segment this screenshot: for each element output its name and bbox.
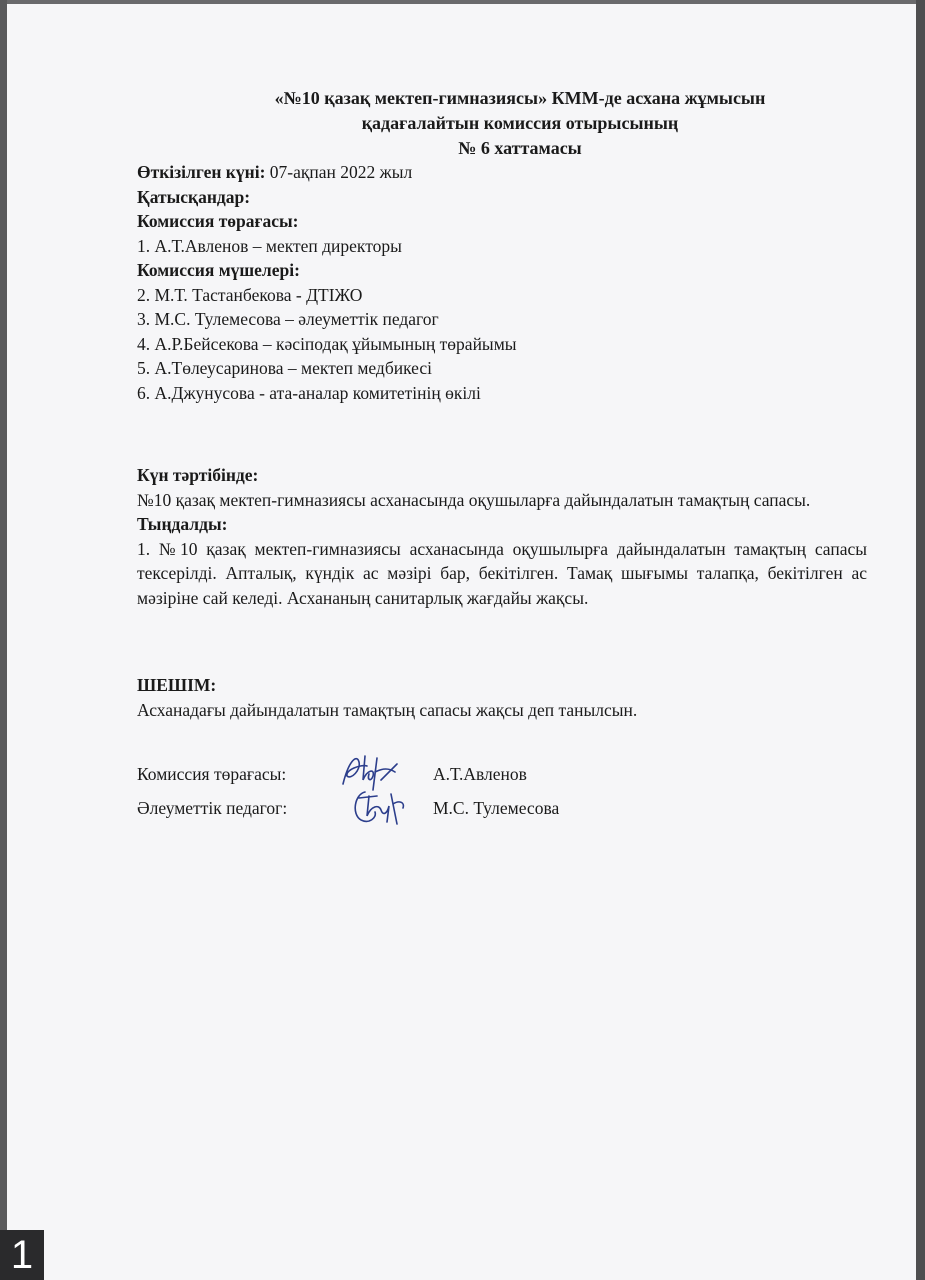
member-item-3: 3. М.С. Тулемесова – әлеуметтік педагог bbox=[137, 309, 439, 329]
chair-label: Комиссия төрағасы: bbox=[137, 211, 299, 231]
member-item-4: 4. А.Р.Бейсекова – кәсіподақ ұйымының төрайымы bbox=[137, 333, 517, 354]
title-line-2: қадағалайтын комиссия отырысының bbox=[361, 113, 679, 133]
scan-edge-right bbox=[916, 0, 925, 1280]
members-label: Комиссия мүшелері: bbox=[137, 260, 300, 280]
signature-role-pedagogue: Әлеуметтік педагог: bbox=[137, 798, 288, 818]
signature-name-pedagogue: М.С. Тулемесова bbox=[433, 798, 560, 818]
title-line-3: № 6 хаттамасы bbox=[458, 138, 582, 158]
decision-section bbox=[137, 673, 867, 722]
signature-row-pedagogue bbox=[137, 796, 737, 826]
decision-text: Асханадағы дайындалатын тамақтың сапасы жақсы деп танылсын. bbox=[137, 699, 638, 720]
signature-name-chair: А.Т.Авленов bbox=[433, 764, 527, 784]
heard-text: 1. №10 қазақ мектеп-гимназиясы асханасында оқушылырға дайындалатын тамақтың сапасы тексерілді. Апталық, күндік ас мәзірі бар, бекітілген. Тамақ шығымы талапқа, бекітілген ас мәзіріне сай келеді. Асхананың санитарлық жағдайы жақсы. bbox=[137, 538, 867, 608]
decision-label: ШЕШІМ: bbox=[137, 675, 217, 695]
participants-label: Қатысқандар: bbox=[137, 186, 251, 207]
scan-edge-left bbox=[0, 0, 7, 1280]
signature-pedagogue-icon bbox=[347, 784, 409, 828]
meeting-info bbox=[137, 160, 867, 405]
agenda-label: Күн тәртібінде: bbox=[137, 465, 259, 485]
title-line-1: «№10 қазақ мектеп-гимназиясы» КММ-де асхана жұмысын bbox=[274, 88, 766, 108]
member-item-6: 6. А.Джунусова - ата-аналар комитетінің өкілі bbox=[137, 382, 481, 403]
agenda-section bbox=[137, 463, 867, 610]
signature-row-chair bbox=[137, 762, 737, 792]
document-title bbox=[150, 86, 890, 161]
heard-label: Тыңдалды: bbox=[137, 514, 228, 534]
date-label: Өткізілген күні: bbox=[137, 162, 266, 182]
signature-role-chair: Комиссия төрағасы: bbox=[137, 764, 287, 784]
date-line bbox=[137, 160, 867, 185]
date-value: 07-ақпан 2022 жыл bbox=[265, 162, 413, 182]
agenda-text: №10 қазақ мектеп-гимназиясы асханасында оқушыларға дайындалатын тамақтың сапасы. bbox=[137, 489, 811, 510]
member-item-5: 5. А.Төлеусаринова – мектеп медбикесі bbox=[137, 358, 432, 378]
chair-item-1: 1. А.Т.Авленов – мектеп директоры bbox=[137, 235, 402, 256]
page-number-badge: 1 bbox=[0, 1230, 44, 1280]
member-item-2: 2. М.Т. Тастанбекова - ДТІЖО bbox=[137, 284, 363, 305]
